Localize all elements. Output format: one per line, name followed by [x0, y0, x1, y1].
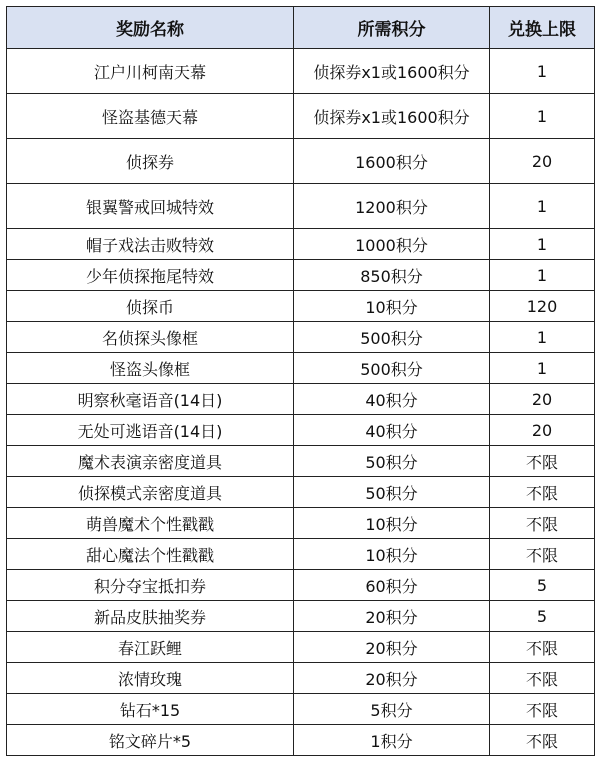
required-points-cell: 850积分 — [294, 260, 490, 291]
table-row — [7, 139, 595, 184]
table-row — [7, 632, 595, 663]
table-row — [7, 229, 595, 260]
required-points-cell: 侦探券x1或1600积分 — [294, 49, 490, 94]
reward-name-cell: 钻石*15 — [7, 694, 294, 725]
table-row — [7, 94, 595, 139]
exchange-limit-cell: 20 — [490, 415, 595, 446]
required-points-cell: 1000积分 — [294, 229, 490, 260]
exchange-limit-cell: 不限 — [490, 477, 595, 508]
required-points-cell: 10积分 — [294, 539, 490, 570]
reward-name-cell: 少年侦探拖尾特效 — [7, 260, 294, 291]
exchange-limit-cell: 不限 — [490, 725, 595, 756]
table-row — [7, 477, 595, 508]
reward-table-container — [6, 6, 594, 756]
header-exchange-limit: 兑换上限 — [490, 7, 595, 49]
reward-name-cell: 浓情玫瑰 — [7, 663, 294, 694]
reward-name-cell: 无处可逃语音(14日) — [7, 415, 294, 446]
table-row — [7, 49, 595, 94]
reward-name-cell: 魔术表演亲密度道具 — [7, 446, 294, 477]
exchange-limit-cell: 不限 — [490, 694, 595, 725]
table-row — [7, 260, 595, 291]
reward-name-cell: 银翼警戒回城特效 — [7, 184, 294, 229]
exchange-limit-cell: 1 — [490, 322, 595, 353]
reward-name-cell: 怪盗头像框 — [7, 353, 294, 384]
exchange-limit-cell: 20 — [490, 384, 595, 415]
reward-name-cell: 积分夺宝抵扣券 — [7, 570, 294, 601]
table-row — [7, 415, 595, 446]
required-points-cell: 侦探券x1或1600积分 — [294, 94, 490, 139]
required-points-cell: 50积分 — [294, 477, 490, 508]
required-points-cell: 500积分 — [294, 322, 490, 353]
required-points-cell: 60积分 — [294, 570, 490, 601]
table-header-row — [7, 7, 595, 49]
table-row — [7, 353, 595, 384]
header-reward-name: 奖励名称 — [7, 7, 294, 49]
reward-name-cell: 帽子戏法击败特效 — [7, 229, 294, 260]
exchange-limit-cell: 不限 — [490, 663, 595, 694]
exchange-limit-cell: 5 — [490, 570, 595, 601]
required-points-cell: 20积分 — [294, 632, 490, 663]
table-row — [7, 446, 595, 477]
exchange-limit-cell: 1 — [490, 260, 595, 291]
required-points-cell: 5积分 — [294, 694, 490, 725]
exchange-limit-cell: 20 — [490, 139, 595, 184]
reward-name-cell: 名侦探头像框 — [7, 322, 294, 353]
reward-name-cell: 江户川柯南天幕 — [7, 49, 294, 94]
reward-name-cell: 萌兽魔术个性戳戳 — [7, 508, 294, 539]
required-points-cell: 40积分 — [294, 415, 490, 446]
required-points-cell: 1积分 — [294, 725, 490, 756]
exchange-limit-cell: 1 — [490, 94, 595, 139]
exchange-limit-cell: 120 — [490, 291, 595, 322]
exchange-limit-cell: 1 — [490, 49, 595, 94]
reward-name-cell: 新品皮肤抽奖券 — [7, 601, 294, 632]
required-points-cell: 10积分 — [294, 508, 490, 539]
reward-name-cell: 侦探模式亲密度道具 — [7, 477, 294, 508]
required-points-cell: 10积分 — [294, 291, 490, 322]
reward-name-cell: 铭文碎片*5 — [7, 725, 294, 756]
required-points-cell: 50积分 — [294, 446, 490, 477]
reward-exchange-table — [6, 6, 595, 756]
table-row — [7, 570, 595, 601]
reward-name-cell: 怪盗基德天幕 — [7, 94, 294, 139]
reward-name-cell: 侦探币 — [7, 291, 294, 322]
exchange-limit-cell: 1 — [490, 229, 595, 260]
reward-name-cell: 甜心魔法个性戳戳 — [7, 539, 294, 570]
table-row — [7, 384, 595, 415]
table-row — [7, 508, 595, 539]
exchange-limit-cell: 不限 — [490, 446, 595, 477]
table-row — [7, 694, 595, 725]
table-row — [7, 322, 595, 353]
required-points-cell: 500积分 — [294, 353, 490, 384]
exchange-limit-cell: 1 — [490, 353, 595, 384]
exchange-limit-cell: 不限 — [490, 508, 595, 539]
exchange-limit-cell: 1 — [490, 184, 595, 229]
table-row — [7, 291, 595, 322]
exchange-limit-cell: 不限 — [490, 539, 595, 570]
reward-name-cell: 明察秋毫语音(14日) — [7, 384, 294, 415]
table-row — [7, 663, 595, 694]
required-points-cell: 1600积分 — [294, 139, 490, 184]
required-points-cell: 20积分 — [294, 601, 490, 632]
required-points-cell: 1200积分 — [294, 184, 490, 229]
reward-name-cell: 春江跃鲤 — [7, 632, 294, 663]
table-row — [7, 184, 595, 229]
exchange-limit-cell: 不限 — [490, 632, 595, 663]
table-row — [7, 725, 595, 756]
header-required-points: 所需积分 — [294, 7, 490, 49]
exchange-limit-cell: 5 — [490, 601, 595, 632]
required-points-cell: 20积分 — [294, 663, 490, 694]
reward-name-cell: 侦探券 — [7, 139, 294, 184]
table-row — [7, 601, 595, 632]
required-points-cell: 40积分 — [294, 384, 490, 415]
table-row — [7, 539, 595, 570]
